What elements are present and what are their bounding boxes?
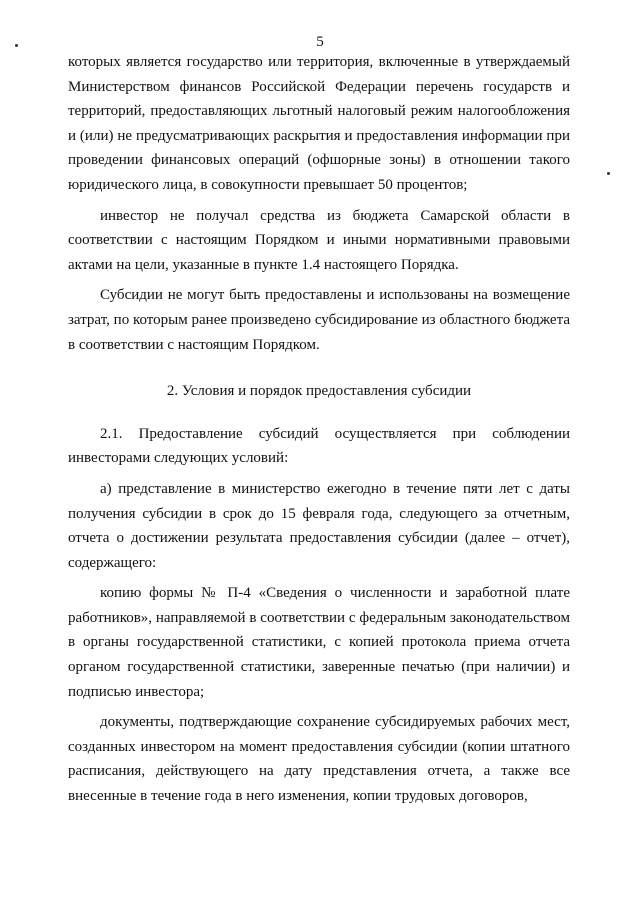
paragraph-offshore-condition: которых является государство или территория, включенные в утверждаемый Министерством финансов Российской Федерации перечень государств и территорий, предоставляющих льготный налоговый режим налогообложения и (или) не предусматривающих раскрытия и предоставления информации при проведении финансовых операций (офшорные зоны) в отношении такого юридического лица, в совокупности превышает 50 процентов; [68,54,570,193]
paragraph-form-p4: копию формы № П-4 «Сведения о численности и заработной плате работников», направляемой в соответствии с федеральным законодательством в органы государственной статистики, с копией протокола приема отчета органом государственной статистики, заверенные печатью (при наличии) и подписью инвестора; [68,585,570,700]
paragraph-item-a: а) представление в министерство ежегодно в течение пяти лет с даты получения субсидии в срок до 15 февраля года, следующего за отчетным, отчета о достижении результата предоставления субсидии (далее – отчет), содержащего: [68,480,570,571]
paragraph-2-1: 2.1. Предоставление субсидий осуществляется при соблюдении инвесторами следующих условий: [68,425,570,467]
section-heading: 2. Условия и порядок предоставления субсидии [166,383,472,400]
document-body [68,50,570,809]
paragraph-no-budget-funds: инвестор не получал средства из бюджета Самарской области в соответствии с настоящим Порядком и иными нормативными правовыми актами на цели, указанные в пункте 1.4 настоящего Порядка. [68,207,570,273]
paragraph-documents: документы, подтверждающие сохранение субсидируемых рабочих мест, созданных инвестором на момент предоставления субсидии (копии штатного расписания, действующего на дату представления отчета, а также все внесенные в течение года в него изменения, копии трудовых договоров, [68,714,570,805]
paragraph-subsidy-restriction: Субсидии не могут быть предоставлены и использованы на возмещение затрат, по которым ранее произведено субсидирование из областного бюджета в соответствии с настоящим Порядком. [68,287,570,353]
scan-speck [607,172,610,175]
page-number: 5 [316,34,324,50]
